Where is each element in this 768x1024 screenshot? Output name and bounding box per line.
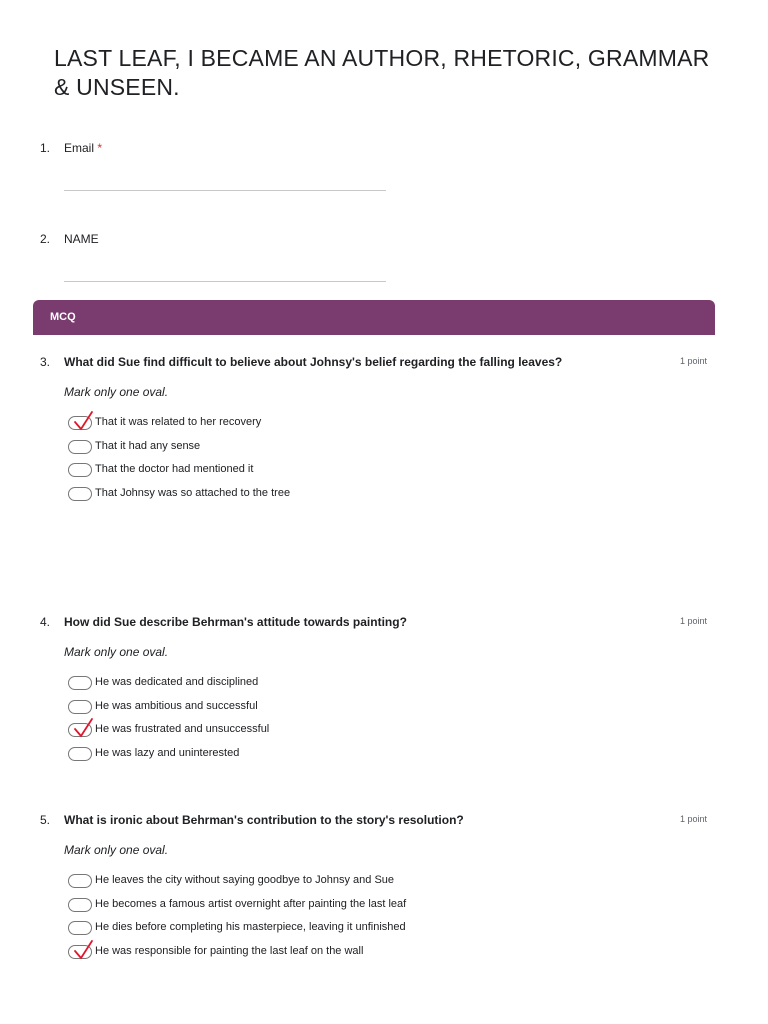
option-radio[interactable] — [68, 944, 668, 960]
option-label: That it had any sense — [95, 440, 201, 452]
option-label: He dies before completing his masterpiece, leaving it unfinished — [95, 921, 406, 933]
radio-oval[interactable] — [68, 921, 92, 935]
radio-oval[interactable] — [68, 700, 92, 714]
radio-oval[interactable] — [68, 747, 92, 761]
option-label: He was ambitious and successful — [95, 700, 258, 712]
question-hint: Mark only one oval. — [64, 843, 169, 857]
radio-oval[interactable] — [68, 676, 92, 690]
question-number: 5. — [40, 813, 51, 827]
option-radio[interactable] — [68, 897, 668, 913]
option-radio[interactable] — [68, 722, 668, 738]
option-label: He was lazy and uninterested — [95, 747, 240, 759]
field-number: 2. — [40, 232, 51, 246]
email-field[interactable] — [64, 190, 386, 191]
radio-oval[interactable] — [68, 463, 92, 477]
question-number: 3. — [40, 355, 51, 369]
option-radio[interactable] — [68, 486, 668, 502]
option-radio[interactable] — [68, 415, 668, 431]
option-label: He becomes a famous artist overnight after painting the last leaf — [95, 898, 407, 910]
option-radio[interactable] — [68, 462, 668, 478]
radio-oval[interactable] — [68, 487, 92, 501]
question-points: 1 point — [679, 616, 707, 626]
field-number: 1. — [40, 141, 51, 155]
check-mark-icon — [72, 939, 94, 961]
option-radio[interactable] — [68, 699, 668, 715]
radio-oval[interactable] — [68, 440, 92, 454]
email-label-text: Email — [64, 141, 95, 155]
option-label: He was responsible for painting the last leaf on the wall — [95, 945, 364, 957]
question-number: 4. — [40, 615, 51, 629]
radio-oval[interactable] — [68, 874, 92, 888]
question-points: 1 point — [679, 814, 707, 824]
option-radio[interactable] — [68, 920, 668, 936]
question-hint: Mark only one oval. — [64, 645, 169, 659]
radio-oval[interactable] — [68, 898, 92, 912]
name-field[interactable] — [64, 281, 386, 282]
name-label: NAME — [64, 232, 99, 246]
option-label: He was frustrated and unsuccessful — [95, 723, 270, 735]
option-label: That it was related to her recovery — [95, 416, 262, 428]
option-radio[interactable] — [68, 746, 668, 762]
section-header-mcq: MCQ — [33, 300, 715, 335]
option-label: He leaves the city without saying goodbye to Johnsy and Sue — [95, 874, 395, 886]
option-label: That the doctor had mentioned it — [95, 463, 254, 475]
form-title: LAST LEAF, I BECAME AN AUTHOR, RHETORIC, GRAMMAR & UNSEEN. — [54, 45, 710, 100]
question-text: What did Sue find difficult to believe about Johnsy's belief regarding the falling leaves? — [64, 355, 563, 369]
option-radio[interactable] — [68, 439, 668, 455]
option-label: That Johnsy was so attached to the tree — [95, 487, 291, 499]
question-text: How did Sue describe Behrman's attitude towards painting? — [64, 615, 407, 629]
required-mark: * — [97, 141, 103, 155]
question-hint: Mark only one oval. — [64, 385, 169, 399]
check-mark-icon — [72, 410, 94, 432]
option-radio[interactable] — [68, 873, 668, 889]
email-label — [64, 141, 102, 155]
question-points: 1 point — [679, 356, 707, 366]
question-text: What is ironic about Behrman's contribution to the story's resolution? — [64, 813, 464, 827]
check-mark-icon — [72, 717, 94, 739]
option-radio[interactable] — [68, 675, 668, 691]
option-label: He was dedicated and disciplined — [95, 676, 259, 688]
